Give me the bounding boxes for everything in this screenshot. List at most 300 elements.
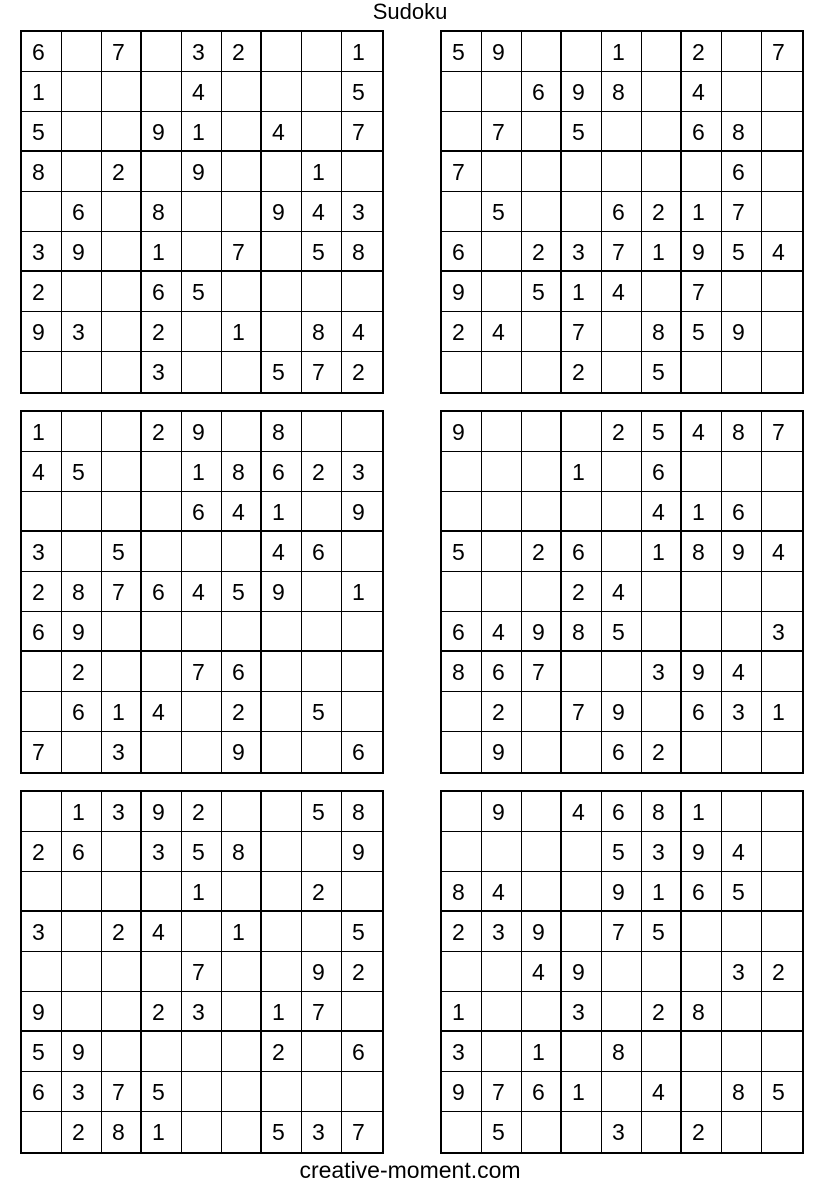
sudoku-cell [262, 792, 302, 832]
sudoku-cell: 5 [602, 612, 642, 652]
sudoku-cell: 9 [342, 492, 382, 532]
sudoku-cell [442, 112, 482, 152]
sudoku-cell: 2 [302, 452, 342, 492]
sudoku-cell: 6 [642, 452, 682, 492]
sudoku-cell [682, 152, 722, 192]
sudoku-cell: 1 [262, 492, 302, 532]
sudoku-cell: 9 [442, 1072, 482, 1112]
sudoku-cell: 3 [442, 1032, 482, 1072]
sudoku-cell [22, 692, 62, 732]
sudoku-cell [22, 952, 62, 992]
sudoku-cell: 2 [602, 412, 642, 452]
sudoku-cell [722, 1112, 762, 1152]
sudoku-cell [102, 272, 142, 312]
sudoku-cell: 2 [682, 1112, 722, 1152]
sudoku-cell [142, 492, 182, 532]
sudoku-cell [142, 652, 182, 692]
sudoku-cell [182, 312, 222, 352]
sudoku-cell: 9 [522, 612, 562, 652]
sudoku-cell: 5 [442, 532, 482, 572]
sudoku-cell: 2 [442, 312, 482, 352]
sudoku-cell [262, 272, 302, 312]
sudoku-cell [762, 352, 802, 392]
sudoku-cell [682, 452, 722, 492]
sudoku-cell: 7 [22, 732, 62, 772]
sudoku-cell [682, 732, 722, 772]
sudoku-cell: 6 [342, 1032, 382, 1072]
sudoku-cell: 3 [102, 792, 142, 832]
sudoku-cell: 5 [302, 792, 342, 832]
sudoku-cell [642, 272, 682, 312]
sudoku-cell: 8 [602, 72, 642, 112]
sudoku-cell [562, 412, 602, 452]
sudoku-cell: 1 [22, 412, 62, 452]
sudoku-cell [182, 612, 222, 652]
sudoku-cell: 9 [482, 32, 522, 72]
sudoku-cell [682, 572, 722, 612]
sudoku-cell: 2 [102, 912, 142, 952]
sudoku-cell: 5 [722, 872, 762, 912]
sudoku-cell: 9 [62, 232, 102, 272]
sudoku-cell: 5 [642, 412, 682, 452]
sudoku-cell [522, 112, 562, 152]
sudoku-cell: 4 [302, 192, 342, 232]
sudoku-cell: 6 [182, 492, 222, 532]
sudoku-cell [62, 412, 102, 452]
sudoku-cell [302, 652, 342, 692]
sudoku-cell: 9 [22, 312, 62, 352]
sudoku-cell: 2 [352, 359, 365, 385]
sudoku-cell: 7 [482, 1072, 522, 1112]
sudoku-cell: 5 [262, 1112, 302, 1152]
sudoku-cell: 6 [262, 452, 302, 492]
sudoku-cell: 1 [142, 1112, 182, 1152]
sudoku-cell [22, 492, 62, 532]
sudoku-cell: 1 [342, 32, 382, 72]
sudoku-cell [22, 352, 62, 392]
sudoku-cell: 2 [442, 912, 482, 952]
sudoku-cell [302, 832, 342, 872]
sudoku-cell [642, 72, 682, 112]
sudoku-cell [602, 1072, 642, 1112]
site-credit: creative-moment.com [299, 1157, 521, 1183]
sudoku-cell: 1 [142, 232, 182, 272]
sudoku-cell [342, 272, 382, 312]
sudoku-grid-2 [440, 30, 804, 394]
sudoku-cell [482, 1032, 522, 1072]
sudoku-cell [762, 992, 802, 1032]
sudoku-cell: 5 [62, 452, 102, 492]
sudoku-cell: 3 [22, 232, 62, 272]
sudoku-cell [142, 872, 182, 912]
sudoku-cell [522, 692, 562, 732]
sudoku-cell: 5 [722, 232, 762, 272]
sudoku-cell [522, 412, 562, 452]
sudoku-cell [142, 452, 182, 492]
sudoku-cell: 7 [562, 312, 602, 352]
sudoku-cell: 1 [642, 232, 682, 272]
sudoku-cell: 2 [22, 272, 62, 312]
sudoku-cell: 6 [352, 739, 365, 765]
sudoku-cell: 2 [62, 1112, 102, 1152]
sudoku-cell: 2 [562, 352, 602, 392]
sudoku-cell: 5 [482, 192, 522, 232]
sudoku-cell: 3 [342, 452, 382, 492]
sudoku-cell [142, 732, 182, 772]
sudoku-cell [62, 32, 102, 72]
sudoku-cell [222, 112, 262, 152]
sudoku-cell: 6 [62, 832, 102, 872]
sudoku-cell: 8 [442, 872, 482, 912]
sudoku-cell: 2 [262, 1032, 302, 1072]
sudoku-cell: 1 [62, 792, 102, 832]
sudoku-cell [142, 152, 182, 192]
sudoku-cell: 6 [22, 32, 62, 72]
sudoku-cell [722, 272, 762, 312]
sudoku-cell [442, 732, 482, 772]
sudoku-cell [762, 832, 802, 872]
sudoku-cell: 8 [302, 312, 342, 352]
sudoku-cell: 7 [102, 572, 142, 612]
sudoku-cell [602, 992, 642, 1032]
sudoku-cell [142, 1032, 182, 1072]
sudoku-cell [482, 412, 522, 452]
sudoku-cell [262, 652, 302, 692]
sudoku-cell [642, 32, 682, 72]
sudoku-cell [762, 732, 802, 772]
sudoku-cell [222, 72, 262, 112]
sudoku-cell [562, 152, 602, 192]
sudoku-cell: 4 [262, 112, 302, 152]
sudoku-cell: 7 [762, 32, 802, 72]
sudoku-cell: 5 [642, 912, 682, 952]
sudoku-cell [222, 952, 262, 992]
sudoku-cell: 6 [142, 272, 182, 312]
sudoku-cell: 1 [222, 312, 262, 352]
sudoku-cell: 6 [602, 192, 642, 232]
sudoku-cell [482, 72, 522, 112]
sudoku-cell [342, 152, 382, 192]
sudoku-cell [762, 912, 802, 952]
sudoku-cell [262, 952, 302, 992]
sudoku-cell: 3 [562, 992, 602, 1032]
sudoku-cell: 8 [682, 532, 722, 572]
sudoku-cell: 1 [342, 572, 382, 612]
sudoku-cell [182, 352, 222, 392]
page-title: Sudoku [372, 0, 448, 24]
sudoku-cell [762, 872, 802, 912]
sudoku-cell: 5 [642, 352, 682, 392]
sudoku-cell [102, 232, 142, 272]
sudoku-cell [102, 452, 142, 492]
sudoku-cell [442, 952, 482, 992]
sudoku-cell: 3 [762, 612, 802, 652]
sudoku-cell [262, 612, 302, 652]
sudoku-cell: 7 [182, 652, 222, 692]
sudoku-cell: 1 [682, 792, 722, 832]
sudoku-cell: 8 [222, 452, 262, 492]
sudoku-cell [722, 1032, 762, 1072]
sudoku-cell: 2 [522, 532, 562, 572]
sudoku-cell: 9 [482, 792, 522, 832]
sudoku-cell [562, 32, 602, 72]
sudoku-cell [62, 912, 102, 952]
sudoku-cell: 7 [722, 192, 762, 232]
sudoku-cell: 5 [342, 72, 382, 112]
sudoku-cell: 7 [102, 1072, 142, 1112]
sudoku-cell [222, 192, 262, 232]
sudoku-cell [722, 612, 762, 652]
sudoku-grid-4 [440, 410, 804, 774]
sudoku-cell [762, 1032, 802, 1072]
sudoku-cell: 9 [222, 732, 262, 772]
sudoku-cell: 4 [182, 572, 222, 612]
sudoku-cell: 3 [722, 952, 762, 992]
sudoku-cell [102, 652, 142, 692]
sudoku-cell [302, 112, 342, 152]
sudoku-cell [722, 792, 762, 832]
sudoku-cell [62, 952, 102, 992]
sudoku-cell: 8 [222, 832, 262, 872]
sudoku-cell: 3 [562, 232, 602, 272]
sudoku-cell: 6 [682, 872, 722, 912]
sudoku-cell: 2 [222, 692, 262, 732]
sudoku-cell: 9 [62, 1032, 102, 1072]
sudoku-cell [482, 272, 522, 312]
sudoku-cell: 4 [222, 492, 262, 532]
sudoku-cell: 8 [62, 572, 102, 612]
sudoku-cell [262, 312, 302, 352]
sudoku-cell [182, 1072, 222, 1112]
sudoku-cell [262, 832, 302, 872]
sudoku-cell: 7 [342, 112, 382, 152]
sudoku-cell: 9 [722, 532, 762, 572]
sudoku-cell: 6 [62, 692, 102, 732]
sudoku-cell [602, 152, 642, 192]
sudoku-cell: 4 [482, 312, 522, 352]
sudoku-cell [302, 272, 342, 312]
sudoku-cell: 2 [142, 992, 182, 1032]
sudoku-cell [342, 1072, 382, 1112]
sudoku-cell: 4 [142, 692, 182, 732]
sudoku-cell: 1 [522, 1032, 562, 1072]
sudoku-cell: 5 [222, 572, 262, 612]
sudoku-cell [222, 1112, 262, 1152]
sudoku-cell [102, 872, 142, 912]
sudoku-cell: 4 [762, 232, 802, 272]
sudoku-cell [522, 792, 562, 832]
sudoku-cell [102, 112, 142, 152]
sudoku-cell: 4 [682, 412, 722, 452]
sudoku-cell [222, 152, 262, 192]
sudoku-cell: 4 [482, 872, 522, 912]
sudoku-cell: 9 [442, 412, 482, 452]
sudoku-cell [522, 732, 562, 772]
sudoku-cell: 6 [22, 612, 62, 652]
sudoku-cell: 1 [182, 452, 222, 492]
sudoku-cell [722, 352, 762, 392]
sudoku-cell: 5 [602, 832, 642, 872]
sudoku-cell [262, 32, 302, 72]
sudoku-cell: 8 [722, 1072, 762, 1112]
sudoku-cell [522, 572, 562, 612]
sudoku-cell [62, 272, 102, 312]
sudoku-cell: 2 [302, 872, 342, 912]
sudoku-cell: 9 [482, 732, 522, 772]
sudoku-cell: 3 [342, 192, 382, 232]
sudoku-cell [182, 232, 222, 272]
sudoku-cell [482, 572, 522, 612]
sudoku-cell [722, 732, 762, 772]
sudoku-cell [102, 352, 142, 392]
sudoku-cell: 1 [182, 112, 222, 152]
sudoku-cell [102, 1032, 142, 1072]
sudoku-cell: 5 [482, 1112, 522, 1152]
sudoku-cell: 5 [562, 112, 602, 152]
sudoku-cell: 6 [442, 612, 482, 652]
sudoku-cell [102, 72, 142, 112]
sudoku-cell [602, 952, 642, 992]
sudoku-cell [722, 912, 762, 952]
sudoku-cell: 9 [562, 72, 602, 112]
sudoku-cell: 5 [262, 352, 302, 392]
sudoku-cell: 6 [602, 792, 642, 832]
sudoku-cell: 2 [142, 312, 182, 352]
sudoku-cell: 4 [602, 572, 642, 612]
sudoku-cell [762, 492, 802, 532]
sudoku-cell: 1 [562, 1072, 602, 1112]
sudoku-cell: 7 [302, 352, 342, 392]
sudoku-cell [602, 652, 642, 692]
sudoku-cell [222, 272, 262, 312]
sudoku-cell: 9 [22, 992, 62, 1032]
sudoku-cell [762, 112, 802, 152]
sudoku-cell [722, 992, 762, 1032]
sudoku-cell [142, 952, 182, 992]
sudoku-cell: 1 [442, 992, 482, 1032]
sudoku-cell [522, 1112, 562, 1152]
sudoku-cell: 3 [642, 652, 682, 692]
sudoku-cell: 2 [22, 572, 62, 612]
sudoku-cell: 1 [562, 272, 602, 312]
sudoku-cell [722, 72, 762, 112]
sudoku-cell: 6 [682, 112, 722, 152]
sudoku-cell [102, 492, 142, 532]
sudoku-cell: 8 [642, 792, 682, 832]
sudoku-cell: 4 [722, 832, 762, 872]
sudoku-cell [762, 152, 802, 192]
sudoku-cell [302, 32, 342, 72]
sudoku-cell [342, 612, 382, 652]
sudoku-cell: 9 [562, 952, 602, 992]
sudoku-cell [102, 992, 142, 1032]
sudoku-cell [262, 72, 302, 112]
sudoku-cell: 8 [642, 312, 682, 352]
sudoku-cell [262, 732, 302, 772]
sudoku-cell [342, 652, 382, 692]
sudoku-cell: 8 [102, 1112, 142, 1152]
sudoku-cell: 7 [602, 232, 642, 272]
sudoku-cell: 8 [262, 412, 302, 452]
sudoku-grid-1 [20, 30, 384, 394]
sudoku-cell: 4 [762, 532, 802, 572]
sudoku-cell [482, 352, 522, 392]
sudoku-grid-6 [440, 790, 804, 1154]
sudoku-cell [722, 452, 762, 492]
sudoku-cell [762, 1112, 802, 1152]
sudoku-cell [522, 312, 562, 352]
sudoku-cell: 6 [682, 692, 722, 732]
sudoku-cell: 8 [602, 1032, 642, 1072]
sudoku-cell [562, 652, 602, 692]
sudoku-cell: 4 [142, 912, 182, 952]
sudoku-cell: 4 [602, 272, 642, 312]
sudoku-cell [142, 612, 182, 652]
sudoku-cell [762, 272, 802, 312]
sudoku-cell: 8 [722, 112, 762, 152]
sudoku-cell [62, 532, 102, 572]
sudoku-cell [522, 32, 562, 72]
sudoku-cell: 7 [762, 412, 802, 452]
sudoku-cell [682, 952, 722, 992]
sudoku-cell [642, 152, 682, 192]
sudoku-cell [442, 452, 482, 492]
sudoku-cell [682, 1072, 722, 1112]
sudoku-cell: 2 [182, 792, 222, 832]
sudoku-cell: 6 [482, 652, 522, 692]
sudoku-cell: 8 [722, 412, 762, 452]
sudoku-cell [182, 692, 222, 732]
sudoku-cell [62, 152, 102, 192]
sudoku-cell [302, 912, 342, 952]
sudoku-cell: 9 [602, 692, 642, 732]
sudoku-cell [182, 192, 222, 232]
sudoku-cell [302, 492, 342, 532]
sudoku-cell [522, 872, 562, 912]
sudoku-cell: 9 [602, 872, 642, 912]
sudoku-cell: 7 [602, 912, 642, 952]
sudoku-cell [102, 192, 142, 232]
sudoku-cell [482, 952, 522, 992]
sudoku-cell [62, 732, 102, 772]
sudoku-cell: 8 [142, 192, 182, 232]
sudoku-cell [482, 452, 522, 492]
sudoku-cell: 6 [442, 232, 482, 272]
sudoku-cell [22, 652, 62, 692]
sudoku-cell: 9 [682, 232, 722, 272]
sudoku-cell: 6 [602, 732, 642, 772]
sudoku-cell: 2 [522, 232, 562, 272]
sudoku-cell: 4 [262, 532, 302, 572]
sudoku-cell [302, 732, 342, 772]
sudoku-cell [142, 32, 182, 72]
sudoku-cell: 2 [482, 692, 522, 732]
sudoku-cell [302, 1072, 342, 1112]
sudoku-cell [762, 312, 802, 352]
sudoku-grid-5 [20, 790, 384, 1154]
sudoku-cell: 3 [102, 732, 142, 772]
sudoku-cell [262, 692, 302, 732]
sudoku-cell: 3 [182, 992, 222, 1032]
sudoku-cell: 1 [762, 692, 802, 732]
sudoku-cell [222, 992, 262, 1032]
sudoku-cell [682, 352, 722, 392]
sudoku-cell [642, 572, 682, 612]
sudoku-cell [482, 492, 522, 532]
sudoku-cell: 1 [222, 912, 262, 952]
sudoku-cell [722, 572, 762, 612]
sudoku-cell: 6 [302, 532, 342, 572]
